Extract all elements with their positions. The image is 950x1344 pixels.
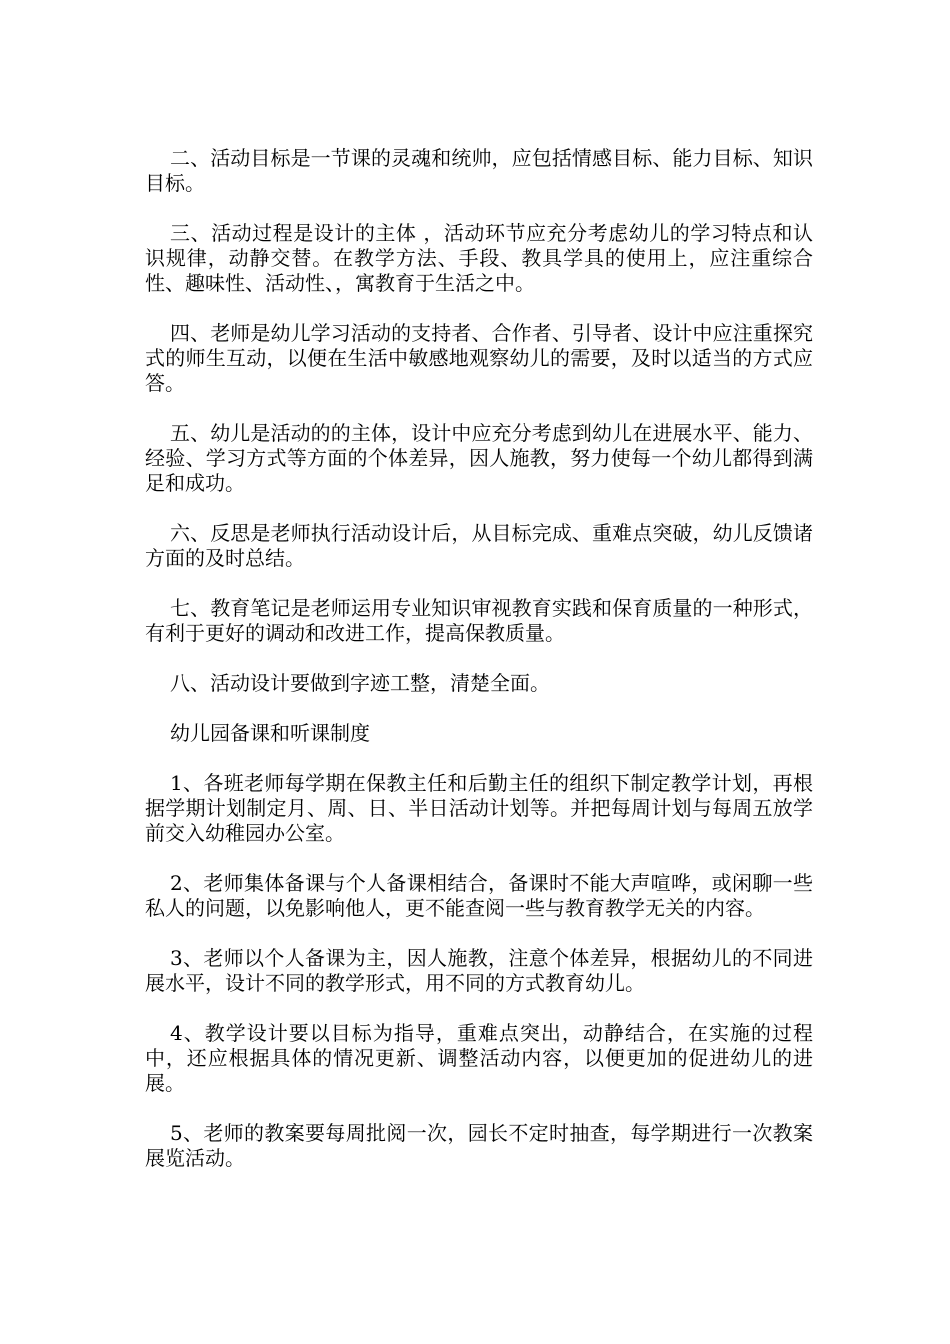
paragraph-education-notes: 七、教育笔记是老师运用专业知识审视教育实践和保育质量的一种形式，有利于更好的调动和改进工作，提高保教质量。	[145, 596, 813, 645]
paragraph-rule-1: 1、各班老师每学期在保教主任和后勤主任的组织下制定教学计划，再根据学期计划制定月、周、日、半日活动计划等。并把每周计划与每周五放学前交入幼稚园办公室。	[145, 771, 813, 845]
paragraph-rule-2: 2、老师集体备课与个人备课相结合，备课时不能大声喧哗，或闲聊一些私人的问题，以免影响他人，更不能查阅一些与教育教学无关的内容。	[145, 871, 813, 920]
document-body	[145, 146, 813, 1196]
paragraph-rule-5: 5、老师的教案要每周批阅一次，园长不定时抽查，每学期进行一次教案展览活动。	[145, 1121, 813, 1170]
paragraph-goal: 二、活动目标是一节课的灵魂和统帅，应包括情感目标、能力目标、知识目标。	[145, 146, 813, 195]
paragraph-handwriting: 八、活动设计要做到字迹工整，清楚全面。	[170, 671, 550, 695]
paragraph-teacher-role: 四、老师是幼儿学习活动的支持者、合作者、引导者、设计中应注重探究式的师生互动，以便在生活中敏感地观察幼儿的需要，及时以适当的方式应答。	[145, 321, 813, 395]
paragraph-rule-4: 4、教学设计要以目标为指导，重难点突出，动静结合，在实施的过程中，还应根据具体的情况更新、调整活动内容，以便更加的促进幼儿的进展。	[145, 1021, 813, 1095]
paragraph-process: 三、活动过程是设计的主体 ，活动环节应充分考虑幼儿的学习特点和认识规律，动静交替。在教学方法、手段、教具学具的使用上，应注重综合性、趣味性、活动性、，寓教育于生活之中。	[145, 221, 813, 295]
paragraph-rule-3: 3、老师以个人备课为主，因人施教，注意个体差异，根据幼儿的不同进展水平，设计不同的教学形式，用不同的方式教育幼儿。	[145, 946, 813, 995]
paragraph-reflection: 六、反思是老师执行活动设计后，从目标完成、重难点突破，幼儿反馈诸方面的及时总结。	[145, 521, 813, 570]
paragraph-child-subject: 五、幼儿是活动的的主体，设计中应充分考虑到幼儿在进展水平、能力、经验、学习方式等方面的个体差异，因人施教，努力使每一个幼儿都得到满足和成功。	[145, 421, 813, 495]
section-heading: 幼儿园备课和听课制度	[170, 721, 370, 745]
